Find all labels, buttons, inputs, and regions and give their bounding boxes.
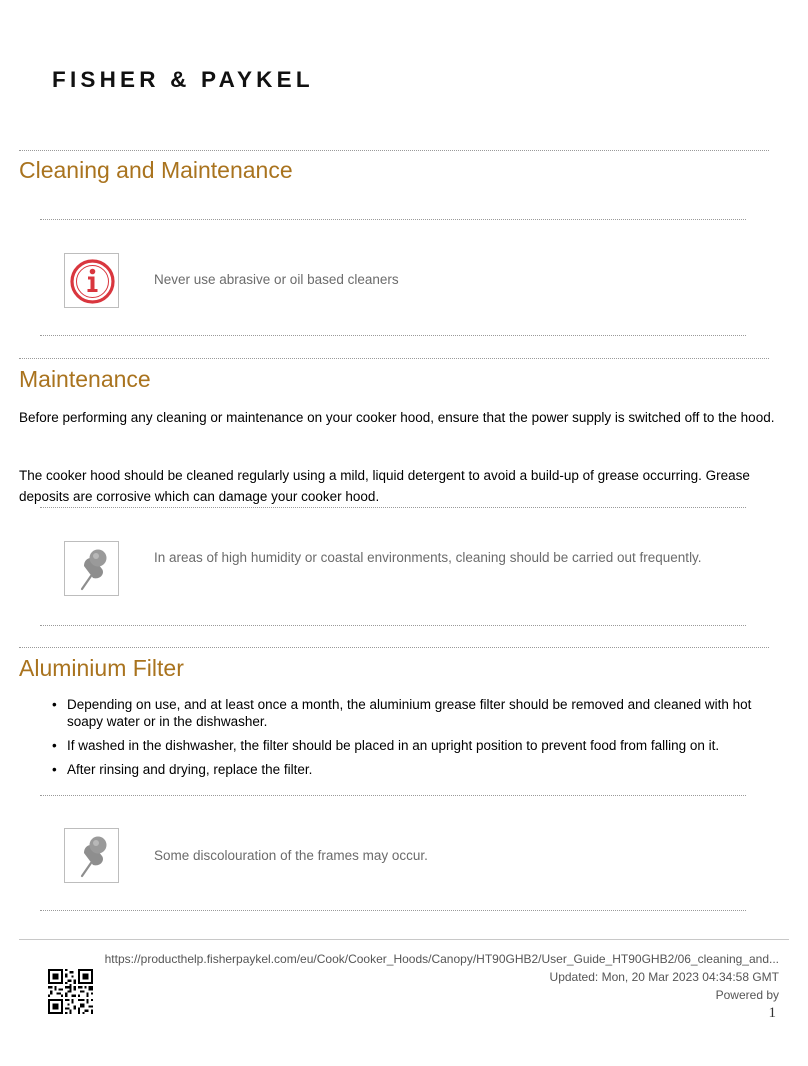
note-divider: [40, 219, 746, 220]
brand-logo: FISHER & PAYKEL: [52, 67, 314, 92]
note-text: Never use abrasive or oil based cleaners: [154, 272, 399, 287]
info-icon: [65, 254, 120, 309]
note-divider: [40, 625, 746, 626]
note-icon-box: [64, 253, 119, 308]
footer-url[interactable]: https://producthelp.fisherpaykel.com/eu/Cook/Cooker_Hoods/Canopy/HT90GHB2/User_Guide_HT90GHB2/06_cleaning_and...: [104, 952, 779, 966]
divider: [19, 150, 769, 151]
pushpin-icon: [65, 542, 120, 597]
note-text: Some discolouration of the frames may occur.: [154, 848, 428, 863]
note-divider: [40, 795, 746, 796]
note-icon-box: [64, 828, 119, 883]
note-divider: [40, 910, 746, 911]
qr-code-icon: [48, 969, 93, 1014]
list-item: • Depending on use, and at least once a month, the aluminium grease filter should be removed and cleaned with hot soapy water or in the dishwasher.: [52, 697, 752, 729]
pushpin-icon: [65, 829, 120, 884]
note-divider: [40, 335, 746, 336]
page-number: 1: [768, 1005, 776, 1021]
note-icon-box: [64, 541, 119, 596]
divider: [19, 647, 769, 648]
footer-powered-by: Powered by: [715, 988, 779, 1002]
paragraph: Before performing any cleaning or maintenance on your cooker hood, ensure that the power supply is switched off to the hood.: [19, 410, 775, 425]
note-text: In areas of high humidity or coastal environments, cleaning should be carried out frequently.: [154, 550, 702, 565]
divider: [19, 358, 769, 359]
section-title-maintenance: Maintenance: [19, 366, 151, 392]
paragraph: The cooker hood should be cleaned regularly using a mild, liquid detergent to avoid a build-up of grease occurring. Grease deposits are corrosive which can damage your cooker hood.: [19, 468, 750, 504]
list-item: • After rinsing and drying, replace the filter.: [52, 762, 313, 777]
filter-bullet-list: [19, 696, 779, 785]
footer-divider: [19, 939, 789, 940]
section-title-filter: Aluminium Filter: [19, 655, 184, 681]
section-title-cleaning: Cleaning and Maintenance: [19, 157, 293, 183]
list-item: • If washed in the dishwasher, the filter should be placed in an upright position to prevent food from falling on it.: [52, 738, 720, 753]
footer-updated: Updated: Mon, 20 Mar 2023 04:34:58 GMT: [549, 970, 779, 984]
note-divider: [40, 507, 746, 508]
